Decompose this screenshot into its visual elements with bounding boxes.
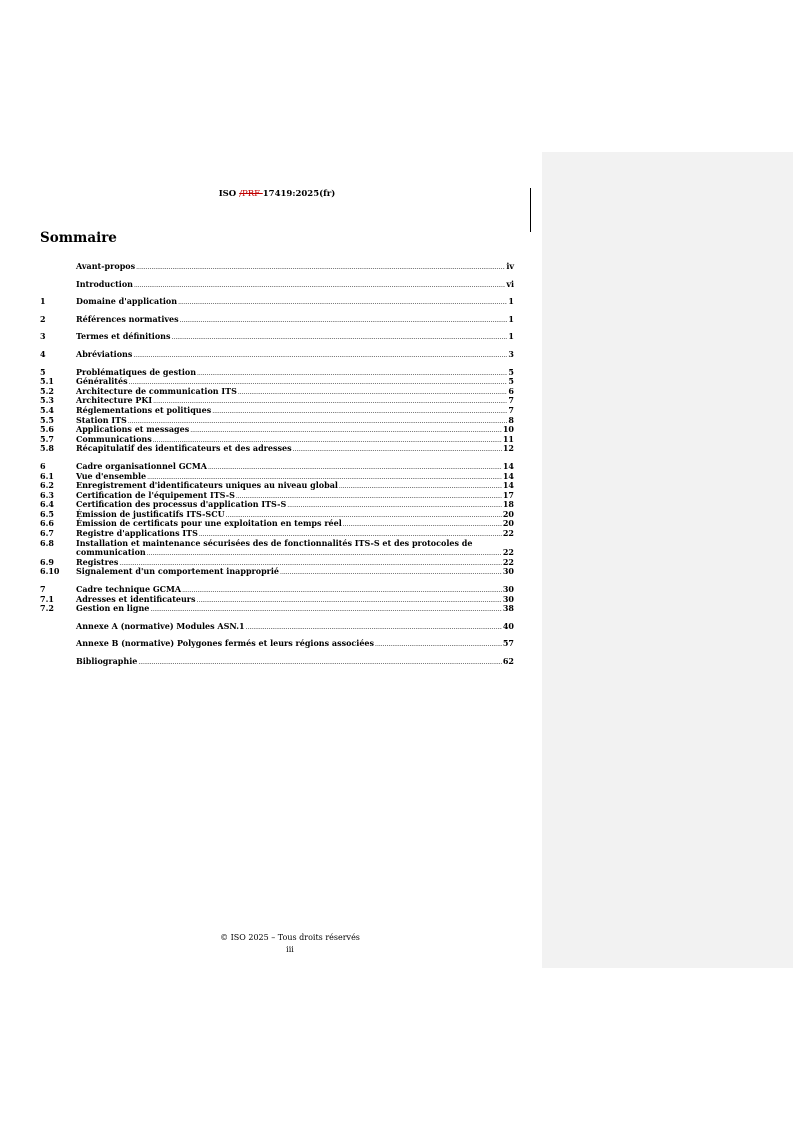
- toc-entry-number: 6.5: [40, 508, 54, 519]
- toc-entry-title: Références normatives: [76, 313, 179, 324]
- toc-entry-title: Architecture de communication ITS: [76, 385, 237, 396]
- document-header: [40, 189, 514, 199]
- toc-entry[interactable]: [40, 332, 514, 342]
- toc-entry-page: 11: [502, 433, 514, 444]
- header-struck-text: /PRF: [239, 189, 263, 199]
- toc-leader: [134, 280, 505, 291]
- toc-entry-number: 5.1: [40, 376, 54, 387]
- toc-entry-page: 14: [502, 470, 514, 481]
- toc-entry-title: Station ITS: [76, 414, 127, 425]
- toc-entry-title: Registre d'applications ITS: [76, 528, 198, 539]
- toc-entry-page: 8: [508, 414, 514, 425]
- page-title: Sommaire: [40, 230, 117, 246]
- toc-entry-title: Introduction: [76, 278, 133, 289]
- change-bar: [530, 188, 531, 232]
- toc-entry-number: 5.4: [40, 404, 54, 415]
- toc-entry-page: 17: [502, 489, 514, 500]
- header-code: 17419:2025(fr): [262, 189, 336, 199]
- toc-entry[interactable]: [40, 657, 514, 667]
- toc-entry-title: Communications: [76, 433, 152, 444]
- toc-entry-page: vi: [506, 278, 514, 289]
- toc-entry[interactable]: [40, 350, 514, 360]
- toc-entry-title: Abréviations: [76, 348, 133, 359]
- toc-entry-title: Bibliographie: [76, 656, 138, 666]
- toc-entry-number: 6.4: [40, 499, 54, 510]
- toc-entry-number: 6.8: [40, 537, 54, 548]
- toc-leader: [150, 604, 501, 615]
- header-prefix: ISO: [218, 189, 240, 199]
- toc-leader: [280, 567, 502, 578]
- toc-entry-number: 2: [40, 313, 46, 324]
- toc-entry-title: Avant-propos: [76, 261, 136, 271]
- footer-page-number: iii: [286, 945, 294, 954]
- toc-entry-page: 1: [508, 296, 514, 307]
- toc-entry-title: Problématiques de gestion: [76, 366, 197, 377]
- toc-entry-number: 6.10: [40, 566, 60, 577]
- toc-entry[interactable]: [40, 444, 514, 454]
- toc-entry-page: 57: [502, 638, 514, 649]
- toc-leader: [138, 657, 502, 668]
- toc-entry-title: Vue d'ensemble: [76, 470, 147, 481]
- toc-entry-title: Architecture PKI: [76, 395, 153, 406]
- toc-entry-title: Gestion en ligne: [76, 603, 150, 614]
- toc-entry-page: 1: [508, 313, 514, 324]
- toc-entry-page: 7: [508, 404, 514, 415]
- toc-entry-number: 7: [40, 584, 46, 595]
- toc-entry-title: Registres: [76, 556, 119, 567]
- toc-entry-number: 5.6: [40, 424, 54, 435]
- toc-entry-page: 22: [502, 556, 514, 567]
- toc-entry-page: 5: [508, 376, 514, 387]
- toc-entry-number: 5: [40, 366, 46, 377]
- toc-entry-page: 38: [502, 603, 514, 614]
- toc-leader: [293, 444, 502, 455]
- toc-entry-page: 14: [502, 480, 514, 491]
- footer-copyright: © ISO 2025 – Tous droits réservés: [220, 933, 360, 942]
- toc-entry-page: 22: [502, 528, 514, 539]
- toc-leader: [375, 639, 502, 650]
- toc-entry-title: Signalement d'un comportement inapproprié: [76, 566, 280, 577]
- toc-entry-number: 7.1: [40, 593, 54, 604]
- toc-entry-number: 5.3: [40, 395, 54, 406]
- toc-entry-page: 6: [508, 385, 514, 396]
- toc-entry-number: 4: [40, 348, 46, 359]
- toc-entry[interactable]: [40, 639, 514, 649]
- toc-entry-title: Applications et messages: [76, 424, 190, 435]
- toc-entry[interactable]: [40, 262, 514, 272]
- toc-leader: [133, 350, 507, 361]
- toc-entry-title: Cadre technique GCMA: [76, 584, 182, 595]
- toc-entry[interactable]: [40, 280, 514, 290]
- toc-entry-number: 6.7: [40, 528, 54, 539]
- toc-entry-number: 3: [40, 331, 46, 342]
- toc-entry-page: 62: [502, 656, 514, 666]
- toc-entry-title: Émission de certificats pour une exploitation en temps réel: [76, 518, 342, 529]
- toc-entry-number: 6.1: [40, 470, 54, 481]
- toc-leader: [136, 262, 505, 273]
- toc-leader: [180, 315, 508, 326]
- toc-entry-number: 6.6: [40, 518, 54, 529]
- toc-entry[interactable]: [40, 315, 514, 325]
- toc-entry[interactable]: [40, 604, 514, 614]
- toc-leader: [178, 297, 507, 308]
- toc-entry-number: 6.2: [40, 480, 54, 491]
- page-footer: [40, 932, 540, 956]
- toc-entry-page: 30: [502, 566, 514, 577]
- toc-entry-page: 30: [502, 584, 514, 595]
- toc-entry-page: iv: [506, 261, 514, 271]
- toc-entry-title-cont: communication: [76, 547, 146, 558]
- toc-entry-number: 1: [40, 296, 46, 307]
- toc-entry-page: 3: [508, 348, 514, 359]
- toc-entry[interactable]: [40, 567, 514, 577]
- toc-entry-number: 6.9: [40, 556, 54, 567]
- toc-entry-number: 5.5: [40, 414, 54, 425]
- toc-leader: [172, 332, 508, 343]
- toc-entry-title: Annexe B (normative) Polygones fermés et leurs régions associées: [76, 638, 375, 649]
- toc-entry-title: Installation et maintenance sécurisées des de fonctionnalités ITS-S et des protocoles de: [76, 537, 473, 548]
- toc-entry-title: Émission de justificatifs ITS-SCU: [76, 508, 225, 519]
- toc-entry-page: 10: [502, 424, 514, 435]
- table-of-contents: [40, 262, 514, 667]
- toc-entry-page: 40: [502, 620, 514, 631]
- toc-entry-page: 12: [502, 443, 514, 454]
- toc-entry[interactable]: [40, 622, 514, 632]
- toc-entry-page: 22: [502, 547, 514, 558]
- toc-entry-number: 7.2: [40, 603, 54, 614]
- toc-entry[interactable]: [40, 297, 514, 307]
- toc-entry-title: Réglementations et politiques: [76, 404, 212, 415]
- toc-entry-title: Annexe A (normative) Modules ASN.1: [76, 620, 245, 631]
- toc-entry-page: 7: [508, 395, 514, 406]
- toc-entry-page: 30: [502, 593, 514, 604]
- toc-entry-number: 6: [40, 460, 46, 471]
- toc-entry-number: 5.2: [40, 385, 54, 396]
- toc-entry-number: 6.3: [40, 489, 54, 500]
- toc-entry-page: 1: [508, 331, 514, 342]
- toc-leader: [246, 622, 502, 633]
- toc-entry-title: Certification de l'équipement ITS-S: [76, 489, 235, 500]
- toc-entry-page: 20: [502, 518, 514, 529]
- toc-entry-page: 18: [502, 499, 514, 510]
- toc-entry-title: Généralités: [76, 376, 128, 387]
- toc-entry-title: Adresses et identificateurs: [76, 593, 196, 604]
- toc-entry-page: 14: [502, 460, 514, 471]
- toc-entry-title: Termes et définitions: [76, 331, 171, 342]
- toc-entry-title: Enregistrement d'identificateurs uniques au niveau global: [76, 480, 338, 491]
- toc-entry-title: Cadre organisationnel GCMA: [76, 460, 207, 471]
- comment-pane: [542, 152, 793, 968]
- toc-entry-number: 5.8: [40, 443, 54, 454]
- toc-entry-title: Récapitulatif des identificateurs et des adresses: [76, 443, 292, 454]
- toc-entry-page: 20: [502, 508, 514, 519]
- toc-entry-title: Domaine d'application: [76, 296, 178, 307]
- toc-entry-title: Certification des processus d'application ITS-S: [76, 499, 287, 510]
- toc-entry-number: 5.7: [40, 433, 54, 444]
- toc-entry-page: 5: [508, 366, 514, 377]
